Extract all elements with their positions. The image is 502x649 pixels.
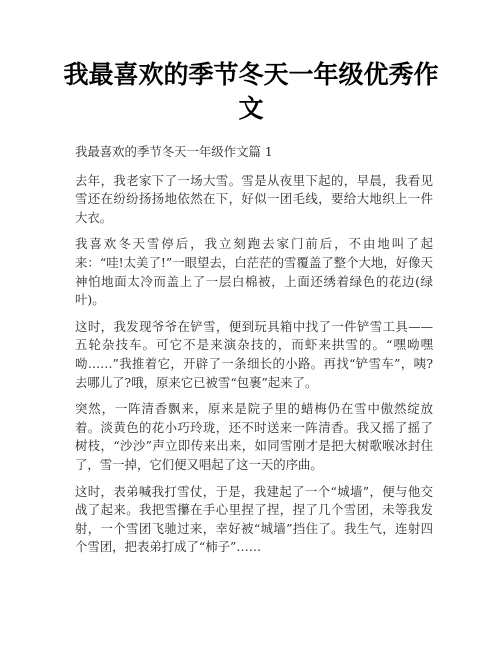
- paragraph-5: 这时，表弟喊我打雪仗，于是，我建起了一个“城墙”，便与他交战了起来。我把雪攥在手心里捏了捏，捏了几个雪团，未等我发射，一个雪团飞驰过来，幸好被“城墙”挡住了。我生气，连射四个雪团，把表弟打成了“柿子”……: [75, 483, 433, 555]
- paragraph-1: 去年，我老家下了一场大雪。雪是从夜里下起的，早晨，我看见雪还在纷纷扬扬地依然在下，好似一团毛线，要给大地织上一件大衣。: [75, 172, 433, 225]
- essay-subheading: 我最喜欢的季节冬天一年级作文篇 1: [75, 144, 273, 159]
- document-body: [75, 143, 433, 565]
- document-title: 我最喜欢的季节冬天一年级优秀作文: [63, 60, 439, 123]
- paragraph-3: 这时，我发现爷爷在铲雪，便到玩具箱中找了一件铲雪工具——五轮杂技车。可它不是来演杂技的，而虾来拱雪的。“嘿呦嘿呦……”我推着它，开辟了一条细长的小路。再找“铲雪车”，咦?去哪儿了?哦，原来它已被雪“包裹”起来了。: [75, 318, 433, 390]
- paragraph-2: 我喜欢冬天雪停后，我立刻跑去家门前后，不由地叫了起来：“哇!太美了!”一眼望去，白茫茫的雪覆盖了整个大地，好像天神怕地面太冷而盖上了一层白棉被，上面还绣着绿色的花边(绿叶)。: [75, 236, 433, 308]
- paragraph-4: 突然，一阵清香飘来，原来是院子里的蜡梅仍在雪中傲然绽放着。淡黄色的花小巧玲珑，还不时送来一阵清香。我又摇了摇了树枝，“沙沙”声立即传来出来，如同雪刚才是把大树歌喉冰封住了，雪一掉，它们便又唱起了这一天的序曲。: [75, 401, 433, 472]
